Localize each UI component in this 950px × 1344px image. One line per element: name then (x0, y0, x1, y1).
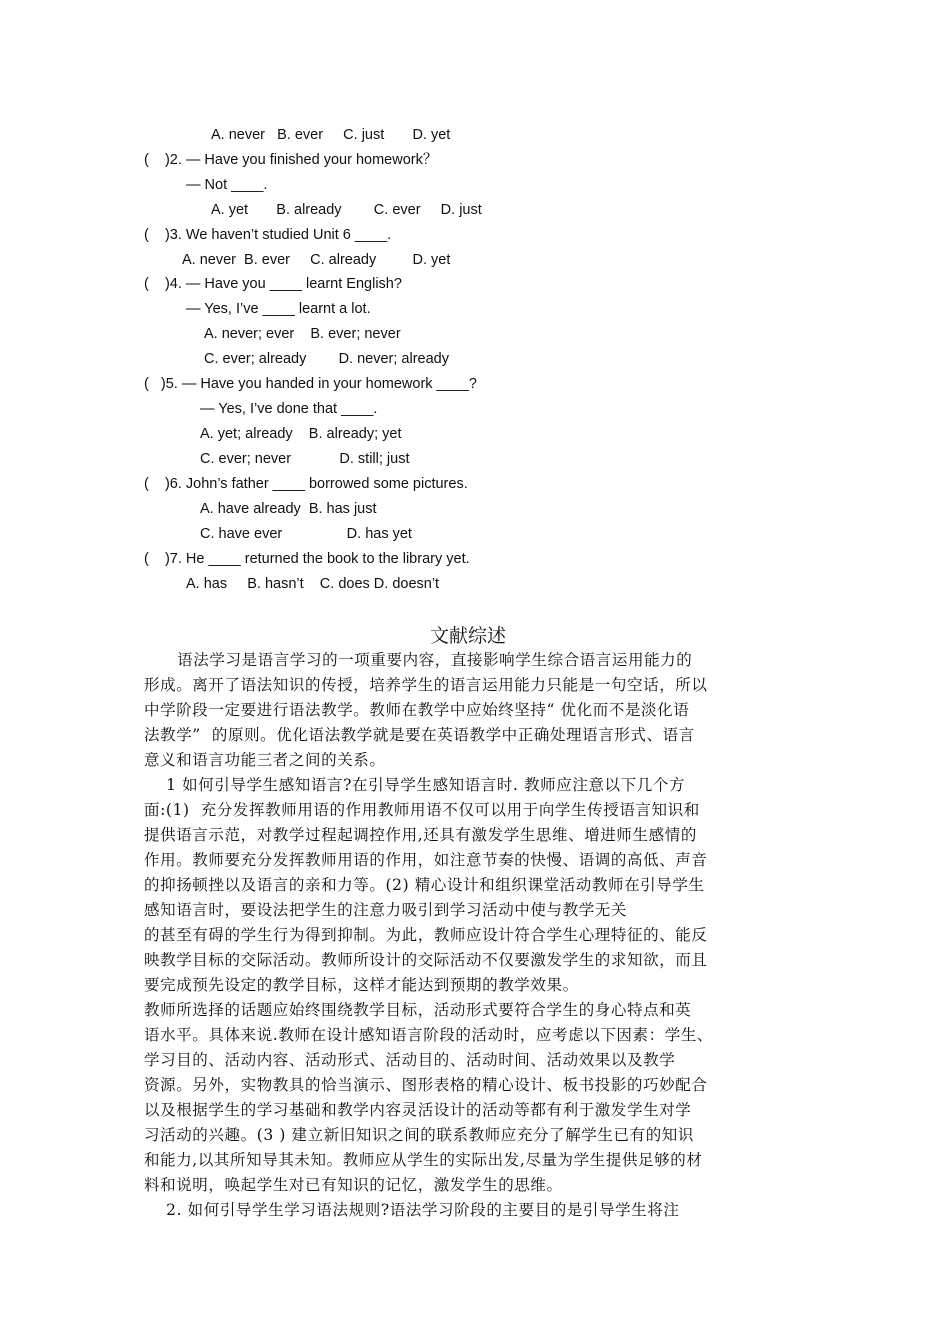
review-line: 作用。教师要充分发挥教师用语的作用，如注意节奏的快慢、语调的高低、声音 (144, 851, 708, 869)
q4-options-b: C. ever; already D. never; already (204, 351, 449, 367)
review-line: 要完成预先设定的教学目标，这样才能达到预期的教学效果。 (144, 976, 579, 994)
review-line: 料和说明，唤起学生对已有知识的记忆，激发学生的思维。 (144, 1176, 563, 1194)
review-line: 形成。离开了语法知识的传授，培养学生的语言运用能力只能是一句空话，所以 (144, 676, 708, 694)
review-line: 资源。另外，实物教具的恰当演示、图形表格的精心设计、板书投影的巧妙配合 (144, 1076, 708, 1094)
q5-options-a: A. yet; already B. already; yet (200, 426, 402, 442)
q1-options: A. never B. ever C. just D. yet (211, 127, 451, 143)
q7-options: A. has B. hasn’t C. does D. doesn’t (186, 576, 440, 592)
q2-question: ( )2. — Have you finished your homework？ (144, 152, 438, 168)
q3-options: A. never B. ever C. already D. yet (182, 252, 451, 268)
review-line: 的甚至有碍的学生行为得到抑制。为此，教师应设计符合学生心理特征的、能反 (144, 926, 708, 944)
review-line: 2. 如何引导学生学习语法规则?语法学习阶段的主要目的是引导学生将注 (144, 1201, 680, 1219)
q6-options-a: A. have already B. has just (200, 501, 377, 517)
review-line: 的抑扬顿挫以及语言的亲和力等。(2) 精心设计和组织课堂活动教师在引导学生 (144, 876, 705, 894)
review-line: 习活动的兴趣。(3 ) 建立新旧知识之间的联系教师应充分了解学生已有的知识 (144, 1126, 695, 1144)
q5-answer: — Yes, I’ve done that ____. (200, 401, 378, 417)
q3-question: ( )3. We haven’t studied Unit 6 ____. (144, 227, 392, 243)
q2-answer: — Not ____. (186, 177, 268, 193)
review-line: 映教学目标的交际活动。教师所设计的交际活动不仅要激发学生的求知欲，而且 (144, 951, 708, 969)
review-line: 语法学习是语言学习的一项重要内容，直接影响学生综合语言运用能力的 (144, 651, 693, 669)
review-line: 中学阶段一定要进行语法教学。教师在教学中应始终坚持“ 优化而不是淡化语 (144, 701, 690, 719)
review-line: 1 如何引导学生感知语言?在引导学生感知语言时. 教师应注意以下几个方 (144, 776, 686, 794)
q4-question: ( )4. — Have you ____ learnt English? (144, 276, 402, 292)
review-line: 意义和语言功能三者之间的关系。 (144, 751, 386, 769)
q2-options: A. yet B. already C. ever D. just (211, 202, 482, 218)
review-line: 法教学” 的原则。优化语法教学就是要在英语教学中正确处理语言形式、语言 (144, 726, 695, 744)
review-title: 文献综述 (430, 625, 507, 647)
q7-question: ( )7. He ____ returned the book to the library yet. (144, 551, 470, 567)
review-line: 教师所选择的话题应始终围绕教学目标，活动形式要符合学生的身心特点和英 (144, 1001, 692, 1019)
review-line: 面:(1) 充分发挥教师用语的作用教师用语不仅可以用于向学生传授语言知识和 (144, 801, 700, 819)
q5-question: ( )5. — Have you handed in your homework ____? (144, 376, 477, 392)
review-line: 提供语言示范，对教学过程起调控作用,还具有激发学生思维、增进师生感情的 (144, 826, 697, 844)
review-line: 以及根据学生的学习基础和教学内容灵活设计的活动等都有利于激发学生对学 (144, 1101, 692, 1119)
review-line: 和能力,以其所知导其未知。教师应从学生的实际出发,尽量为学生提供足够的材 (144, 1151, 703, 1169)
q5-options-b: C. ever; never D. still; just (200, 451, 410, 467)
review-line: 语水平。具体来说.教师在设计感知语言阶段的活动时，应考虑以下因素：学生、 (144, 1026, 714, 1044)
q6-question: ( )6. John’s father ____ borrowed some pictures. (144, 476, 468, 492)
review-line: 感知语言时，要设法把学生的注意力吸引到学习活动中使与教学无关 (144, 901, 628, 919)
q4-answer: — Yes, I’ve ____ learnt a lot. (186, 301, 371, 317)
q6-options-b: C. have ever D. has yet (200, 526, 412, 542)
q4-options-a: A. never; ever B. ever; never (204, 326, 401, 342)
review-line: 学习目的、活动内容、活动形式、活动目的、活动时间、活动效果以及教学 (144, 1051, 676, 1069)
